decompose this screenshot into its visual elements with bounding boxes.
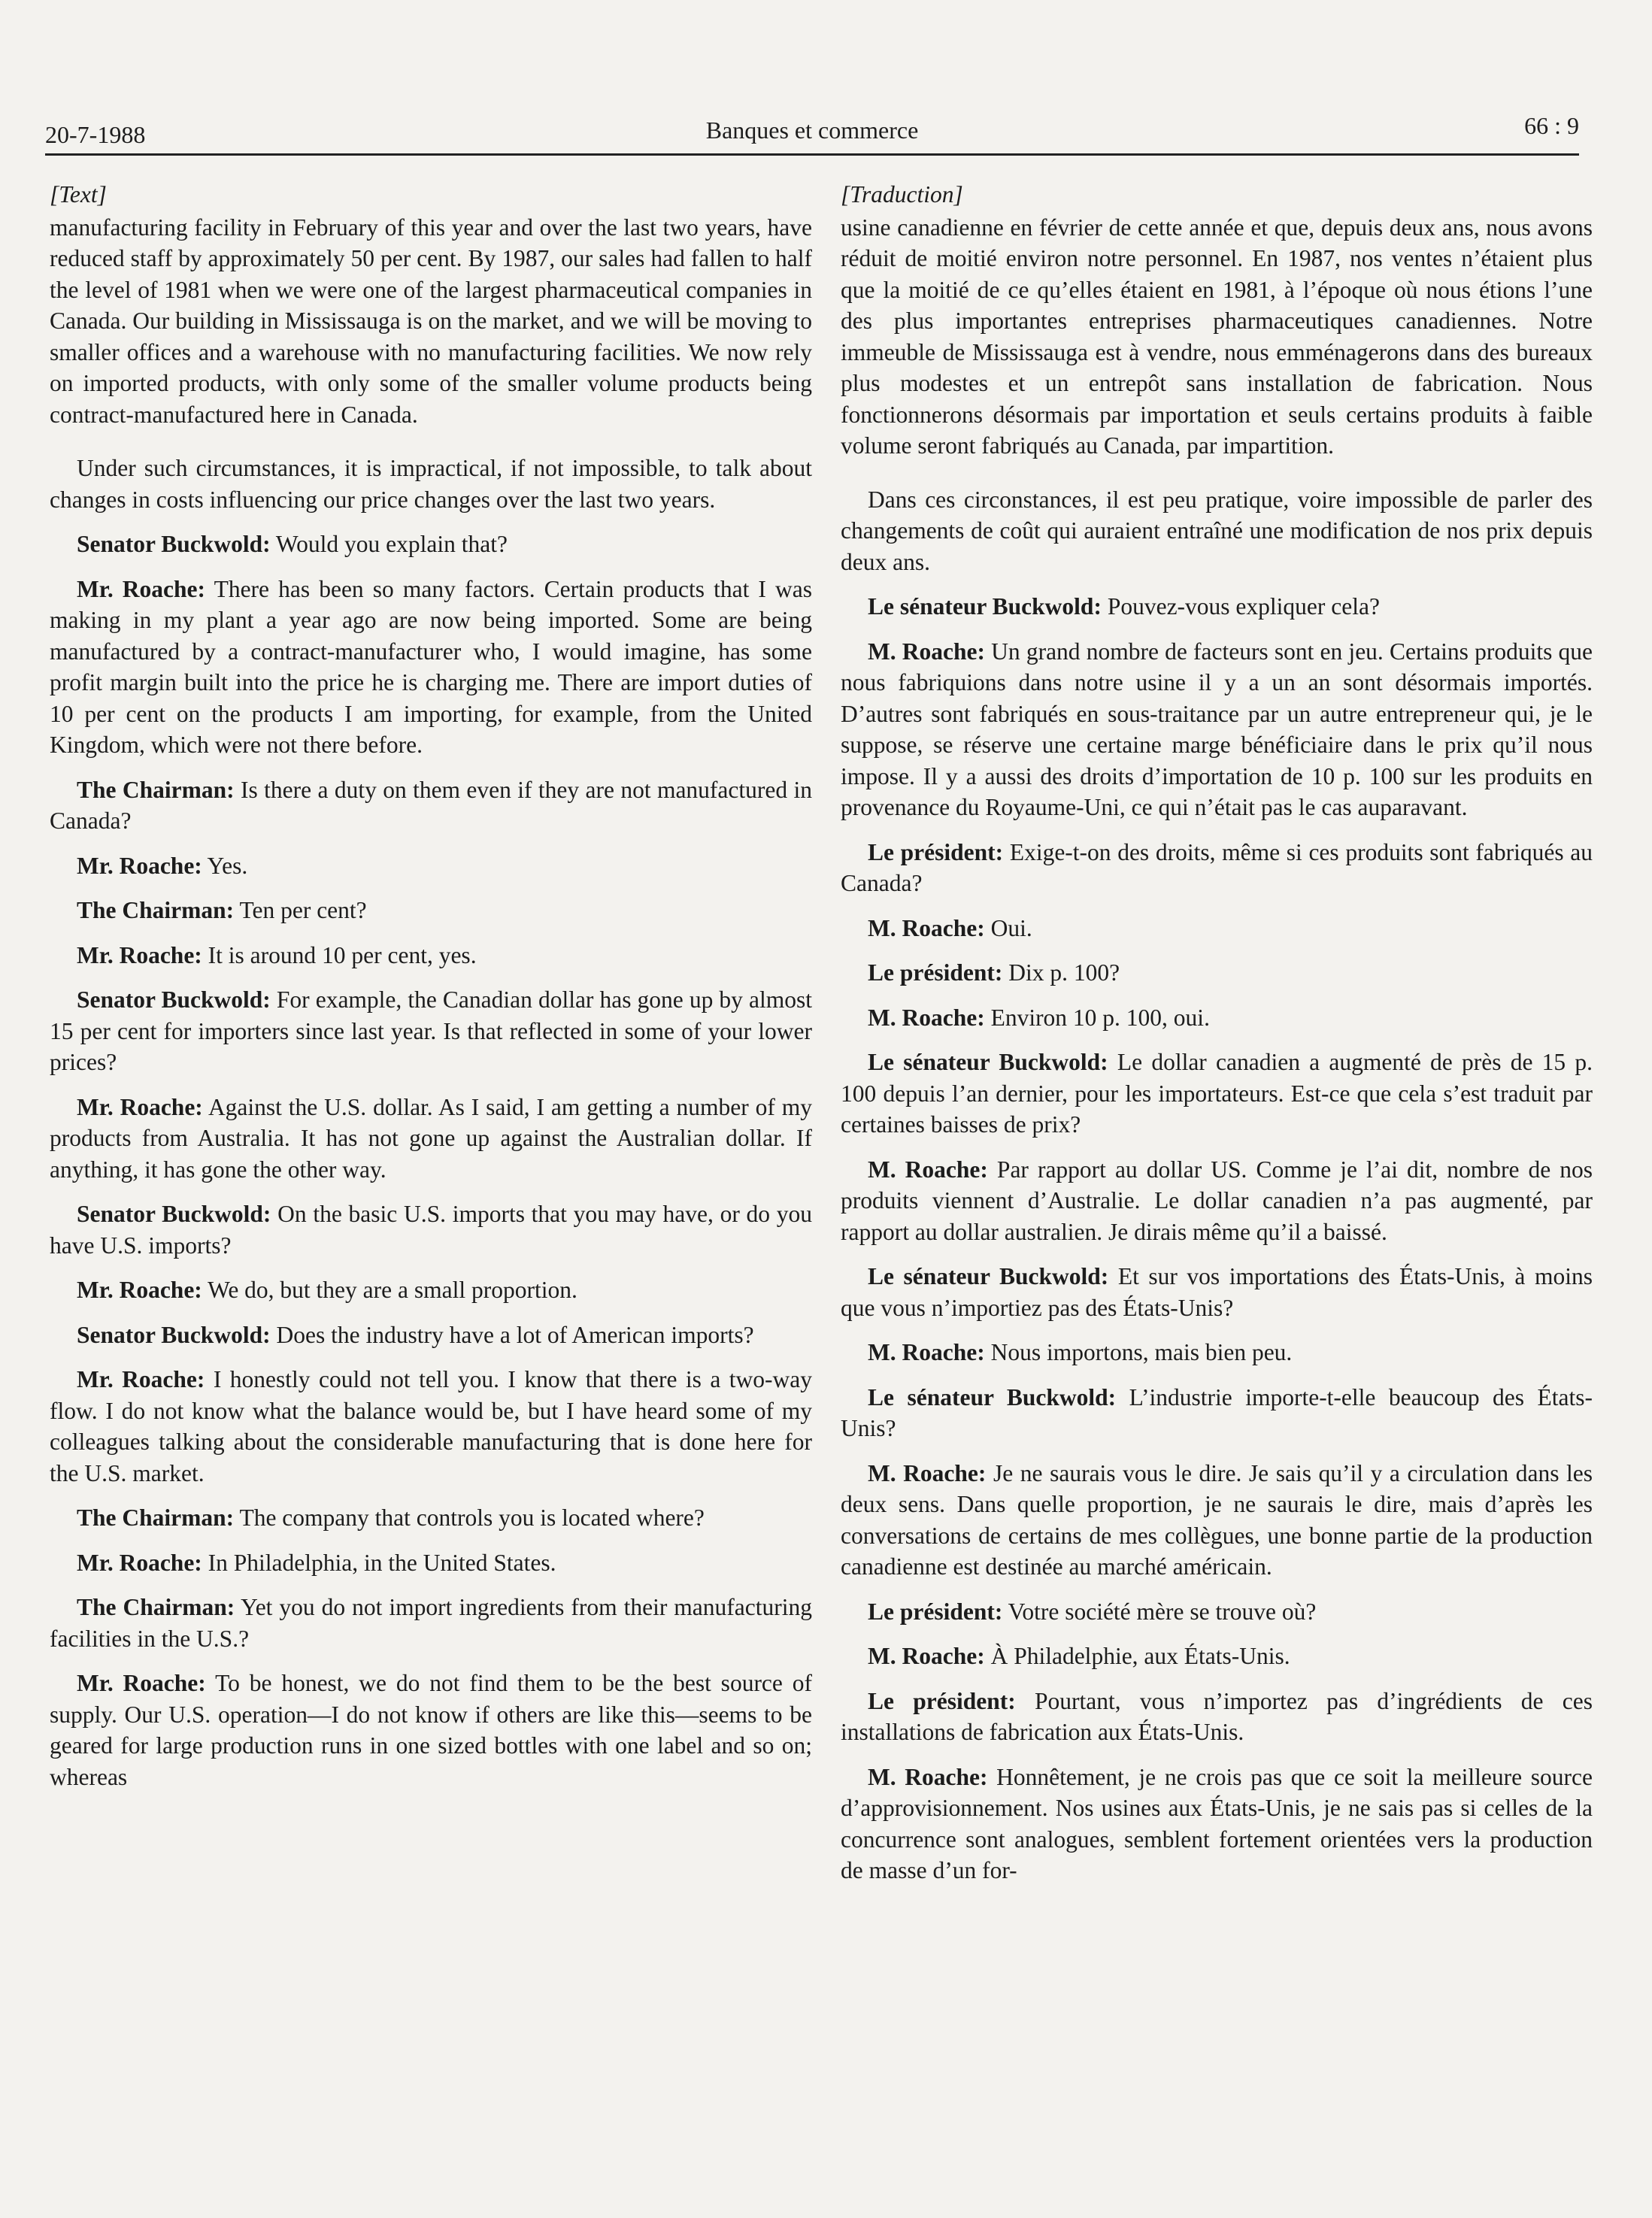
paragraph-text: Environ 10 p. 100, oui. xyxy=(990,1004,1210,1031)
speech-paragraph xyxy=(50,1547,812,1579)
paragraph-text: Et sur vos importations des États-Unis, à moins que vous n’importiez pas des États-Unis? xyxy=(841,1263,1593,1321)
speech-paragraph xyxy=(50,895,812,926)
speaker-name: Mr. Roache: xyxy=(77,1093,203,1120)
paragraph-text: Oui. xyxy=(990,914,1032,941)
speech-paragraph xyxy=(841,957,1593,989)
speaker-name: M. Roache: xyxy=(868,1763,988,1790)
text-paragraph xyxy=(841,212,1593,462)
english-column xyxy=(50,179,812,1806)
speaker-name: Senator Buckwold: xyxy=(77,986,271,1013)
speech-paragraph xyxy=(50,774,812,837)
paragraph-text: Yet you do not import ingredients from their manufacturing facilities in the U.S.? xyxy=(50,1594,812,1652)
speaker-name: Le sénateur Buckwold: xyxy=(868,593,1102,620)
paragraph-text: Under such circumstances, it is impractical, if not impossible, to talk about changes in costs influencing our price changes over the last two years. xyxy=(50,455,812,513)
paragraph-text: In Philadelphia, in the United States. xyxy=(208,1549,556,1576)
speaker-name: Mr. Roache: xyxy=(77,852,202,879)
paragraph-text: For example, the Canadian dollar has gone up by almost 15 per cent for importers since last year. Is that reflected in some of your lower prices? xyxy=(50,986,812,1075)
speech-paragraph xyxy=(50,850,812,882)
paragraph-text: À Philadelphie, aux États-Unis. xyxy=(990,1643,1290,1669)
speech-paragraph xyxy=(841,913,1593,944)
speaker-name: Mr. Roache: xyxy=(77,1366,205,1392)
speech-paragraph xyxy=(50,574,812,761)
speech-paragraph xyxy=(841,1261,1593,1323)
speaker-name: The Chairman: xyxy=(77,776,235,803)
paragraph-text: The company that controls you is located where? xyxy=(239,1504,705,1531)
paragraph-text: Par rapport au dollar US. Comme je l’ai dit, nombre de nos produits viennent d’Australie. Le dollar canadien n’a pas augmenté, par rapport au dollar australien. Je dirais même qu’il a baissé. xyxy=(841,1156,1593,1245)
paragraph-text: manufacturing facility in February of this year and over the last two years, have reduced staff by approximately 50 per cent. By 1987, our sales had fallen to half the level of 1981 when we were one of the largest pharmaceutical companies in Canada. Our building in Mississauga is on the market, and we will be moving to smaller offices and a warehouse with no manufacturing facilities. We now rely on imported products, with only some of the smaller volume products being contract-manufactured here in Canada. xyxy=(50,214,812,428)
speech-paragraph xyxy=(841,1154,1593,1248)
text-paragraph xyxy=(50,453,812,515)
speaker-name: Mr. Roache: xyxy=(77,575,206,602)
paragraph-text: L’industrie importe-t-elle beaucoup des États-Unis? xyxy=(841,1383,1593,1441)
speaker-name: The Chairman: xyxy=(77,1504,235,1531)
paragraph-text: There has been so many factors. Certain products that I was making in my plant a year ago are now being imported. Some are being manufactured by a contract-manufacturer who, I would imagine, has some profit margin built into the price he is charging me. There are import duties of 10 per cent on the products I am importing, for example, from the United Kingdom, which were not there before. xyxy=(50,575,813,758)
paragraph-text: I honestly could not tell you. I know that there is a two-way flow. I do not know what the balance would be, but I have heard some of my colleagues talking about the considerable manufacturing that is done here for the U.S. market. xyxy=(50,1366,813,1486)
speaker-name: Mr. Roache: xyxy=(77,1549,202,1576)
speech-paragraph xyxy=(841,1686,1593,1748)
speech-paragraph xyxy=(841,591,1593,623)
paragraph-text: Votre société mère se trouve où? xyxy=(1008,1598,1317,1625)
header-page-number: 66 : 9 xyxy=(1524,112,1579,139)
paragraph-text: Le dollar canadien a augmenté de près de 15 p. 100 depuis l’an dernier, pour les importateurs. Est-ce que cela s’est traduit par certaines baisses de prix? xyxy=(841,1049,1593,1138)
speech-paragraph xyxy=(50,1592,812,1654)
speaker-name: M. Roache: xyxy=(868,1643,985,1669)
speaker-name: Mr. Roache: xyxy=(77,941,202,968)
french-paragraphs xyxy=(841,212,1593,1886)
speech-paragraph xyxy=(841,1047,1593,1141)
paragraph-text: Pourtant, vous n’importez pas d’ingrédients de ces installations de fabrication aux États-Unis. xyxy=(841,1687,1593,1745)
french-column xyxy=(841,179,1593,1900)
speaker-name: Senator Buckwold: xyxy=(77,1321,271,1348)
speaker-name: M. Roache: xyxy=(868,638,985,665)
speech-paragraph xyxy=(841,1596,1593,1628)
speaker-name: Le président: xyxy=(868,838,1004,865)
paragraph-text: usine canadienne en février de cette année et que, depuis deux ans, nous avons réduit de moitié environ notre personnel. En 1987, nos ventes n’étaient plus que la moitié de ce qu’elles étaient en 1981, à l’époque où nous étions l’une des plus importantes entreprises pharmaceutiques canadiennes. Notre immeuble de Mississauga est à vendre, nous emménagerons dans des bureaux plus modestes et un entrepôt sans installation de fabrication. Nous fonctionnerons désormais par importation et seuls certains produits à faible volume seront fabriqués au Canada, par impartition. xyxy=(841,214,1593,459)
paragraph-text: Dix p. 100? xyxy=(1008,959,1120,986)
speech-paragraph xyxy=(841,1458,1593,1583)
speech-paragraph xyxy=(50,1198,812,1261)
paragraph-text: Does the industry have a lot of American imports? xyxy=(276,1321,754,1348)
speech-paragraph xyxy=(841,1762,1593,1886)
paragraph-text: Dans ces circonstances, il est peu pratique, voire impossible de parler des changements de coût qui auraient entraîné une modification de nos prix depuis deux ans. xyxy=(841,486,1593,575)
speaker-name: Senator Buckwold: xyxy=(77,531,271,557)
speaker-name: Le sénateur Buckwold: xyxy=(868,1383,1117,1410)
paragraph-text: Honnêtement, je ne crois pas que ce soit la meilleure source d’approvisionnement. Nos usines aux États-Unis, je ne sais pas si celles de la concurrence sont analogues, semblent fortement orientées vers la production de masse d’un for- xyxy=(841,1763,1593,1883)
paragraph-text: It is around 10 per cent, yes. xyxy=(208,941,477,968)
speech-paragraph xyxy=(50,1502,812,1534)
speech-paragraph xyxy=(50,1092,812,1186)
paragraph-text: We do, but they are a small proportion. xyxy=(208,1277,577,1303)
speaker-name: M. Roache: xyxy=(868,1156,988,1183)
paragraph-text: Je ne saurais vous le dire. Je sais qu’il y a circulation dans les deux sens. Dans quelle proportion, je ne saurais le dire, mais d’après les conversations de certains de mes collègues, une bonne partie de la production canadienne est destinée au marché américain. xyxy=(841,1459,1593,1580)
speaker-name: M. Roache: xyxy=(868,1459,987,1486)
paragraph-text: Against the U.S. dollar. As I said, I am getting a number of my products from Australia. It has not gone up against the Australian dollar. If anything, it has gone the other way. xyxy=(50,1093,812,1183)
speaker-name: Mr. Roache: xyxy=(77,1277,202,1303)
speech-paragraph xyxy=(50,1364,812,1489)
paragraph-text: Un grand nombre de facteurs sont en jeu. Certains produits que nous fabriquions dans notre usine il y a un an sont désormais importés. D’autres sont fabriqués en sous-traitance par un autre entrepreneur qui, je le suppose, se réserve une certaine marge bénéficiaire dans le prix qu’il nous impose. Il y a aussi des droits d’importation de 10 p. 100 sur les produits en provenance du Royaume-Uni, ce qui n’était pas le cas auparavant. xyxy=(841,638,1593,820)
speech-paragraph xyxy=(50,1668,812,1792)
speech-paragraph xyxy=(50,1274,812,1306)
speaker-name: Senator Buckwold: xyxy=(77,1201,271,1227)
speaker-name: The Chairman: xyxy=(77,1594,235,1620)
speech-paragraph xyxy=(841,1641,1593,1672)
speaker-name: Le président: xyxy=(868,959,1003,986)
speaker-name: The Chairman: xyxy=(77,897,235,923)
speaker-name: Le sénateur Buckwold: xyxy=(868,1049,1108,1075)
column-tag-traduction: [Traduction] xyxy=(841,181,963,208)
speech-paragraph xyxy=(50,940,812,971)
speaker-name: M. Roache: xyxy=(868,914,985,941)
page-header xyxy=(45,105,1579,156)
speech-paragraph xyxy=(50,529,812,560)
speech-paragraph xyxy=(50,1320,812,1351)
speech-paragraph xyxy=(50,984,812,1078)
paragraph-text: Would you explain that? xyxy=(275,531,508,557)
header-title: Banques et commerce xyxy=(705,117,919,144)
text-paragraph xyxy=(50,212,812,431)
paragraph-text: Ten per cent? xyxy=(239,897,367,923)
paragraph-text: To be honest, we do not find them to be the best source of supply. Our U.S. operation—I do not know if others are like this—seems to be geared for large production runs in one sized bottles with one label and so on; whereas xyxy=(50,1670,812,1790)
speech-paragraph xyxy=(841,1337,1593,1368)
speech-paragraph xyxy=(841,1002,1593,1034)
paragraph-text: Pouvez-vous expliquer cela? xyxy=(1107,593,1380,620)
paragraph-text: Yes. xyxy=(207,852,248,879)
paragraph-text: Nous importons, mais bien peu. xyxy=(990,1339,1293,1365)
column-tag-text: [Text] xyxy=(50,181,107,208)
speaker-name: M. Roache: xyxy=(868,1004,985,1031)
speech-paragraph xyxy=(841,837,1593,899)
paragraph-text: Is there a duty on them even if they are not manufactured in Canada? xyxy=(50,776,812,834)
english-paragraphs xyxy=(50,212,812,1793)
paragraph-text: On the basic U.S. imports that you may have, or do you have U.S. imports? xyxy=(50,1201,812,1259)
header-date: 20-7-1988 xyxy=(45,121,146,148)
speaker-name: Le président: xyxy=(868,1687,1016,1714)
speech-paragraph xyxy=(841,1382,1593,1444)
speaker-name: Le sénateur Buckwold: xyxy=(868,1263,1109,1289)
speaker-name: Le président: xyxy=(868,1598,1003,1625)
text-paragraph xyxy=(841,484,1593,578)
speech-paragraph xyxy=(841,636,1593,823)
speaker-name: M. Roache: xyxy=(868,1339,985,1365)
speaker-name: Mr. Roache: xyxy=(77,1670,206,1696)
paragraph-text: Exige-t-on des droits, même si ces produits sont fabriqués au Canada? xyxy=(841,838,1593,896)
